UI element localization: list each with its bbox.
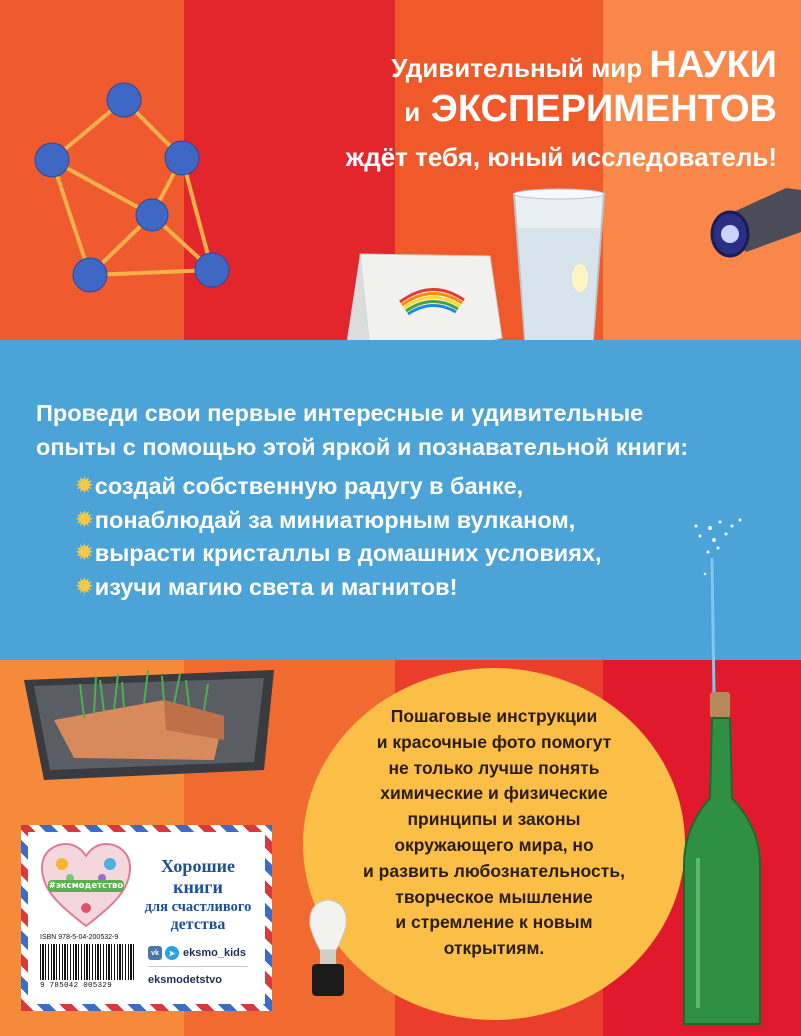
divider	[148, 966, 248, 967]
headline-line1-b: НАУКИ	[649, 44, 777, 86]
circle-line: открытиям.	[443, 938, 545, 959]
list-item	[76, 504, 602, 538]
tg-handle: eksmodetstvo	[148, 974, 222, 986]
card-title-line4: детства	[170, 916, 226, 933]
flashlight-image	[706, 180, 801, 260]
gear-icon: ✹	[76, 508, 93, 531]
card-title	[140, 856, 256, 934]
hashtag-label: #эксмодетство	[48, 881, 124, 891]
circle-line: и развить любознательность,	[363, 860, 625, 881]
molecule-model-image	[30, 70, 250, 300]
tg-link[interactable]	[148, 969, 248, 991]
bullet-text: изучи магию света и магнитов!	[94, 573, 458, 600]
gear-icon: ✹	[76, 542, 93, 564]
bullet-list	[76, 470, 602, 604]
list-item	[76, 571, 602, 605]
card-title-line3: для счастливого	[144, 899, 252, 915]
headline-line2-a: и	[404, 97, 421, 127]
headline-line2-b: ЭКСПЕРИМЕНТОВ	[430, 88, 777, 130]
isbn-text: ISBN 978-5-04-200532-9	[40, 934, 119, 941]
circle-line: и красочные фото помогут	[376, 731, 612, 752]
circle-line: принципы и законы	[407, 809, 581, 830]
intro-line1: Проведи свои первые интересные и удивительные	[36, 400, 644, 426]
spray-image	[660, 508, 760, 698]
headline-line3: ждёт тебя, юный исследователь!	[345, 142, 777, 172]
barcode	[40, 944, 136, 980]
card-title-line2: книги	[173, 877, 223, 897]
intro-text	[36, 396, 776, 464]
bullet-text: понаблюдай за миниатюрным вулканом,	[94, 506, 576, 533]
vk-link[interactable]	[148, 942, 248, 964]
list-item	[76, 470, 602, 504]
vk-handle: eksmo_kids	[183, 947, 246, 959]
circle-line: Пошаговые инструкции	[390, 706, 598, 726]
bullet-text: вырасти кристаллы в домашних условиях,	[94, 540, 602, 566]
circle-line: творческое мышление	[395, 886, 593, 907]
social-links	[148, 942, 248, 991]
headline-line1-a: Удивительный мир	[391, 53, 643, 83]
list-item	[76, 537, 602, 571]
headline	[346, 46, 777, 178]
circle-line: не только лучше понять	[388, 757, 600, 778]
telegram-icon: ➤	[165, 946, 179, 960]
bullet-text: создай собственную радугу в банке,	[94, 473, 524, 499]
vk-icon: vk	[148, 946, 162, 960]
card-title-line1: Хорошие	[160, 856, 235, 876]
gear-icon: ✹	[76, 575, 93, 598]
gear-icon: ✹	[76, 475, 93, 497]
grass-brick-image	[14, 640, 284, 790]
barcode-number: 9 785042 005329	[40, 982, 113, 990]
intro-line2: опыты с помощью этой яркой и познавательной книги:	[36, 434, 689, 460]
circle-line: окружающего мира, но	[394, 834, 594, 855]
green-bottle-image	[676, 688, 768, 1028]
circle-line: химические и физические	[380, 783, 608, 804]
light-bulb-image	[306, 896, 350, 1000]
circle-line: и стремление к новым	[395, 912, 593, 933]
circle-text	[318, 704, 670, 962]
publisher-card	[21, 825, 272, 1011]
